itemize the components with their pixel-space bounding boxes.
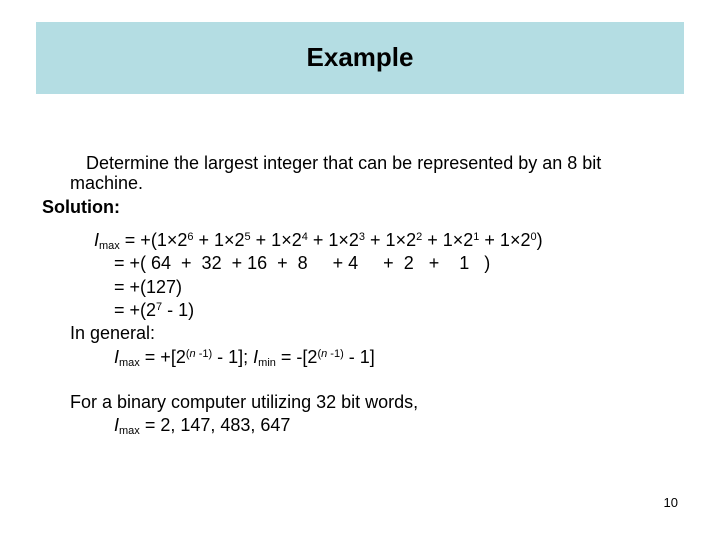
term-separator: + 1: [250, 230, 282, 250]
term-separator: ): [536, 230, 543, 250]
imax-variable: I: [94, 230, 100, 250]
power-base: 2: [177, 230, 188, 250]
times-sign: ×: [224, 230, 235, 250]
times-sign: ×: [166, 230, 178, 250]
power-base: 2: [291, 230, 302, 250]
imax-terms: [167, 230, 543, 250]
power-form-line: = $+(2^7 - 1)$: [114, 300, 195, 320]
times-sign: ×: [338, 230, 349, 250]
sum-of-powers-line: = +( 64 + 32 + 16 + 8 + 4 + 2 + 1 ): [114, 253, 491, 273]
power-base: 2: [520, 230, 531, 250]
term-separator: + 1: [422, 230, 453, 250]
power-exponent: 0: [530, 231, 537, 243]
power-exponent: 3: [358, 231, 366, 243]
imax-equals: = +(1: [119, 230, 167, 250]
times-sign: ×: [395, 230, 407, 250]
power-exponent: 4: [301, 231, 308, 243]
power-base: 2: [234, 230, 245, 250]
problem-statement-line2: machine.: [70, 173, 144, 193]
in-general-label: In general:: [70, 323, 156, 343]
solution-label: Solution:: [42, 197, 120, 217]
power-exponent: 6: [187, 231, 194, 243]
problem-statement-line1: Determine the largest integer that can be represented by an 8 bit: [86, 153, 602, 173]
term-separator: + 1: [365, 230, 396, 250]
imax-subscript: max: [99, 240, 120, 252]
term-separator: + 1: [479, 230, 510, 250]
times-sign: ×: [509, 230, 521, 250]
sum-result-line: = +(127): [114, 277, 183, 297]
slide-title: Example: [306, 42, 414, 72]
power-base: 2: [348, 230, 359, 250]
power-exponent: 5: [244, 231, 251, 243]
binary-computer-line: For a binary computer utilizing 32 bit words,: [70, 392, 419, 412]
imax-expansion-line: [94, 230, 543, 250]
term-separator: + 1: [307, 230, 339, 250]
term-separator: + 1: [193, 230, 225, 250]
power-exponent: 1: [473, 231, 480, 243]
final-result-line: $I_{max} = 2$, 147, 483, 647: [114, 415, 291, 437]
power-exponent: 2: [416, 231, 423, 243]
times-sign: ×: [452, 230, 464, 250]
page-number: 10: [663, 495, 678, 510]
times-sign: ×: [281, 230, 292, 250]
power-base: 2: [463, 230, 474, 250]
power-base: 2: [406, 230, 417, 250]
general-formula-line: $I_{max} = +[2^{(n -1)} - 1]$; $I_{min} = -[2^{(n -1)} - 1]$: [114, 347, 375, 369]
